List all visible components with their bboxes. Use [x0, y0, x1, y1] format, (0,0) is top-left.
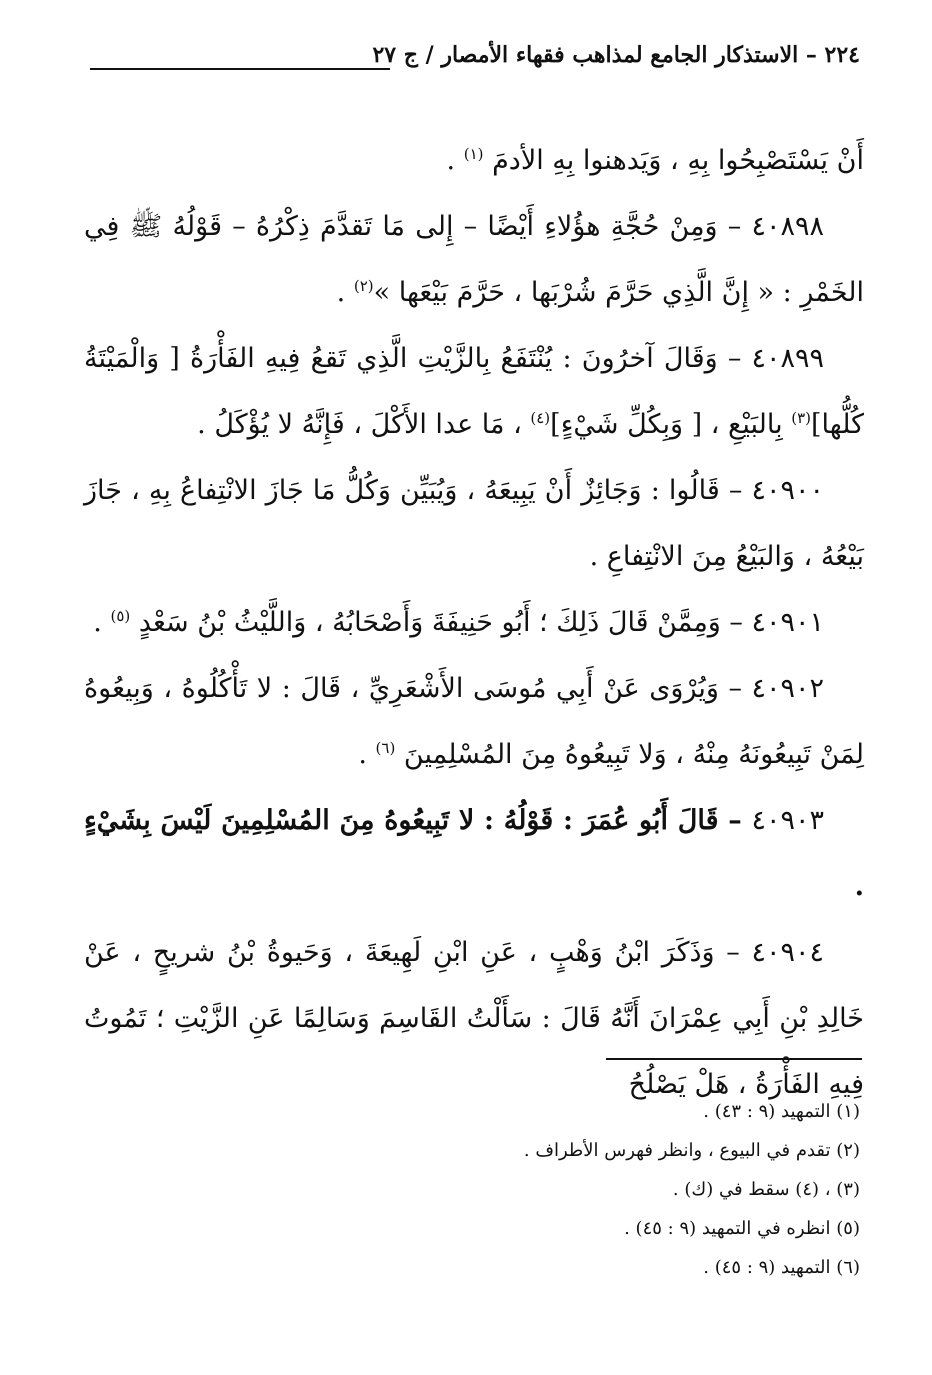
footnote-separator: [606, 1058, 862, 1060]
paragraph-40904: ٤٠٩٠٤ – وَذَكَرَ ابْنُ وَهْبٍ ، عَنِ ابْنِ لَهِيعَةَ ، وَحَيوةُ بْنُ شريحٍ ، عَنْ خَالِدِ بْنِ أَبِي عِمْرَانَ أَنَّهُ قَالَ : سَأَلْتُ القَاسِمَ وَسَالِمًا عَنِ الزَّيْتِ ؛ تَمُوتُ فِيهِ الفَأْرَةُ ، هَلْ يَصْلُحُ: [84, 937, 864, 1100]
footnote-ref: (٢): [353, 277, 374, 295]
running-head-text: ٢٢٤ – الاستذكار الجامع لمذاهب فقهاء الأمصار / ج ٢٧: [372, 42, 860, 68]
footnote-ref: (٤): [530, 409, 551, 427]
paragraph-40900: ٤٠٩٠٠ – قَالُوا : وَجَائِزٌ أَنْ يَبِيعَهُ ، وَيُبَيِّن وَكُلُّ مَا جَازَ الانْتِفاعُ بِهِ ، جَازَ بَيْعُهُ ، وَالبَيْعُ مِنَ الانْتِفاعِ .: [84, 475, 864, 572]
main-text: [84, 128, 864, 1118]
footnote-6: (٦) التمهيد (٩ : ٤٥) .: [703, 1257, 860, 1278]
footnotes: [100, 1092, 860, 1287]
paragraph-number: ٤٠٩٠٤: [751, 937, 824, 968]
paragraph-number: ٤٠٩٠١: [751, 607, 824, 638]
paragraph-number: ٤٠٩٠٠: [751, 475, 824, 506]
footnote-1: (١) التمهيد (٩ : ٤٣) .: [703, 1101, 860, 1122]
running-head: [90, 42, 860, 82]
paragraph-number: ٤٠٨٩٩: [751, 343, 824, 374]
paragraph-opening: أَنْ يَسْتَصْبِحُوا بِهِ ، وَيَدهنوا بِهِ الأدمَ $^{(١)}$ .: [446, 145, 864, 176]
footnote-3-4: (٣) ، (٤) سقط في (ك) .: [672, 1179, 860, 1200]
paragraph-40898: ٤٠٨٩٨ – وَمِنْ حُجَّةِ هؤُلاءِ أَيْضًا – إِلى مَا تَقدَّمَ ذِكْرُهُ – قَوْلُهُ ﷺ فِي الخَمْرِ : « إِنَّ الَّذِي حَرَّمَ شُرْبَها ، حَرَّمَ بَيْعَها »$^{(٢)}$ .: [84, 211, 864, 308]
paragraph-40899: ٤٠٨٩٩ – وَقَالَ آخرُونَ : يُنْتَفَعُ بِالزَّيْتِ الَّذِي تَقعُ فِيهِ الفَأْرَةُ [ وَالْمَيْتَةُ كُلُّها]$^{(٣)}$ بِالبَيْعِ ، [ وَبِكُلِّ شَيْءٍ]$^{(٤)}$ ، مَا عدا الأَكْلَ ، فَإِنَّهُ لا يُؤْكَلُ .: [84, 343, 864, 440]
paragraph-number: ٤٠٩٠٣: [751, 805, 824, 836]
paragraph-40903: ٤٠٩٠٣ – قَالَ أَبُو عُمَرَ : قَوْلُهُ : لا تَبِيعُوهُ مِنَ المُسْلِمِينَ لَيْسَ بِشَيْءٍ .: [84, 805, 864, 902]
paragraph-40902: ٤٠٩٠٢ – وَيُرْوَى عَنْ أَبِي مُوسَى الأَشْعَرِيِّ ، قَالَ : لا تَأْكُلُوهُ ، وَبِيعُوهُ لِمَنْ تَبِيعُونَهُ مِنْهُ ، وَلا تَبِيعُوهُ مِنَ المُسْلِمِينَ $^{(٦)}$ .: [84, 673, 864, 770]
footnote-2: (٢) تقدم في البيوع ، وانظر فهرس الأطراف .: [523, 1140, 860, 1161]
footnote-ref: (٦): [375, 739, 396, 757]
footnote-ref: (٣): [791, 409, 811, 427]
paragraph-number: ٤٠٨٩٨: [751, 211, 824, 242]
footnote-ref: (١): [463, 145, 484, 163]
footnote-ref: (٥): [110, 607, 131, 625]
header-rule: [90, 68, 390, 70]
footnote-5: (٥) انظره في التمهيد (٩ : ٤٥) .: [624, 1218, 860, 1239]
paragraph-number: ٤٠٩٠٢: [751, 673, 824, 704]
paragraph-40901: ٤٠٩٠١ – وَمِمَّنْ قَالَ ذَلِكَ ؛ أَبُو حَنِيفَةَ وَأَصْحَابُهُ ، وَاللَّيْثُ بْنُ سَعْدٍ $^{(٥)}$ .: [93, 607, 824, 638]
